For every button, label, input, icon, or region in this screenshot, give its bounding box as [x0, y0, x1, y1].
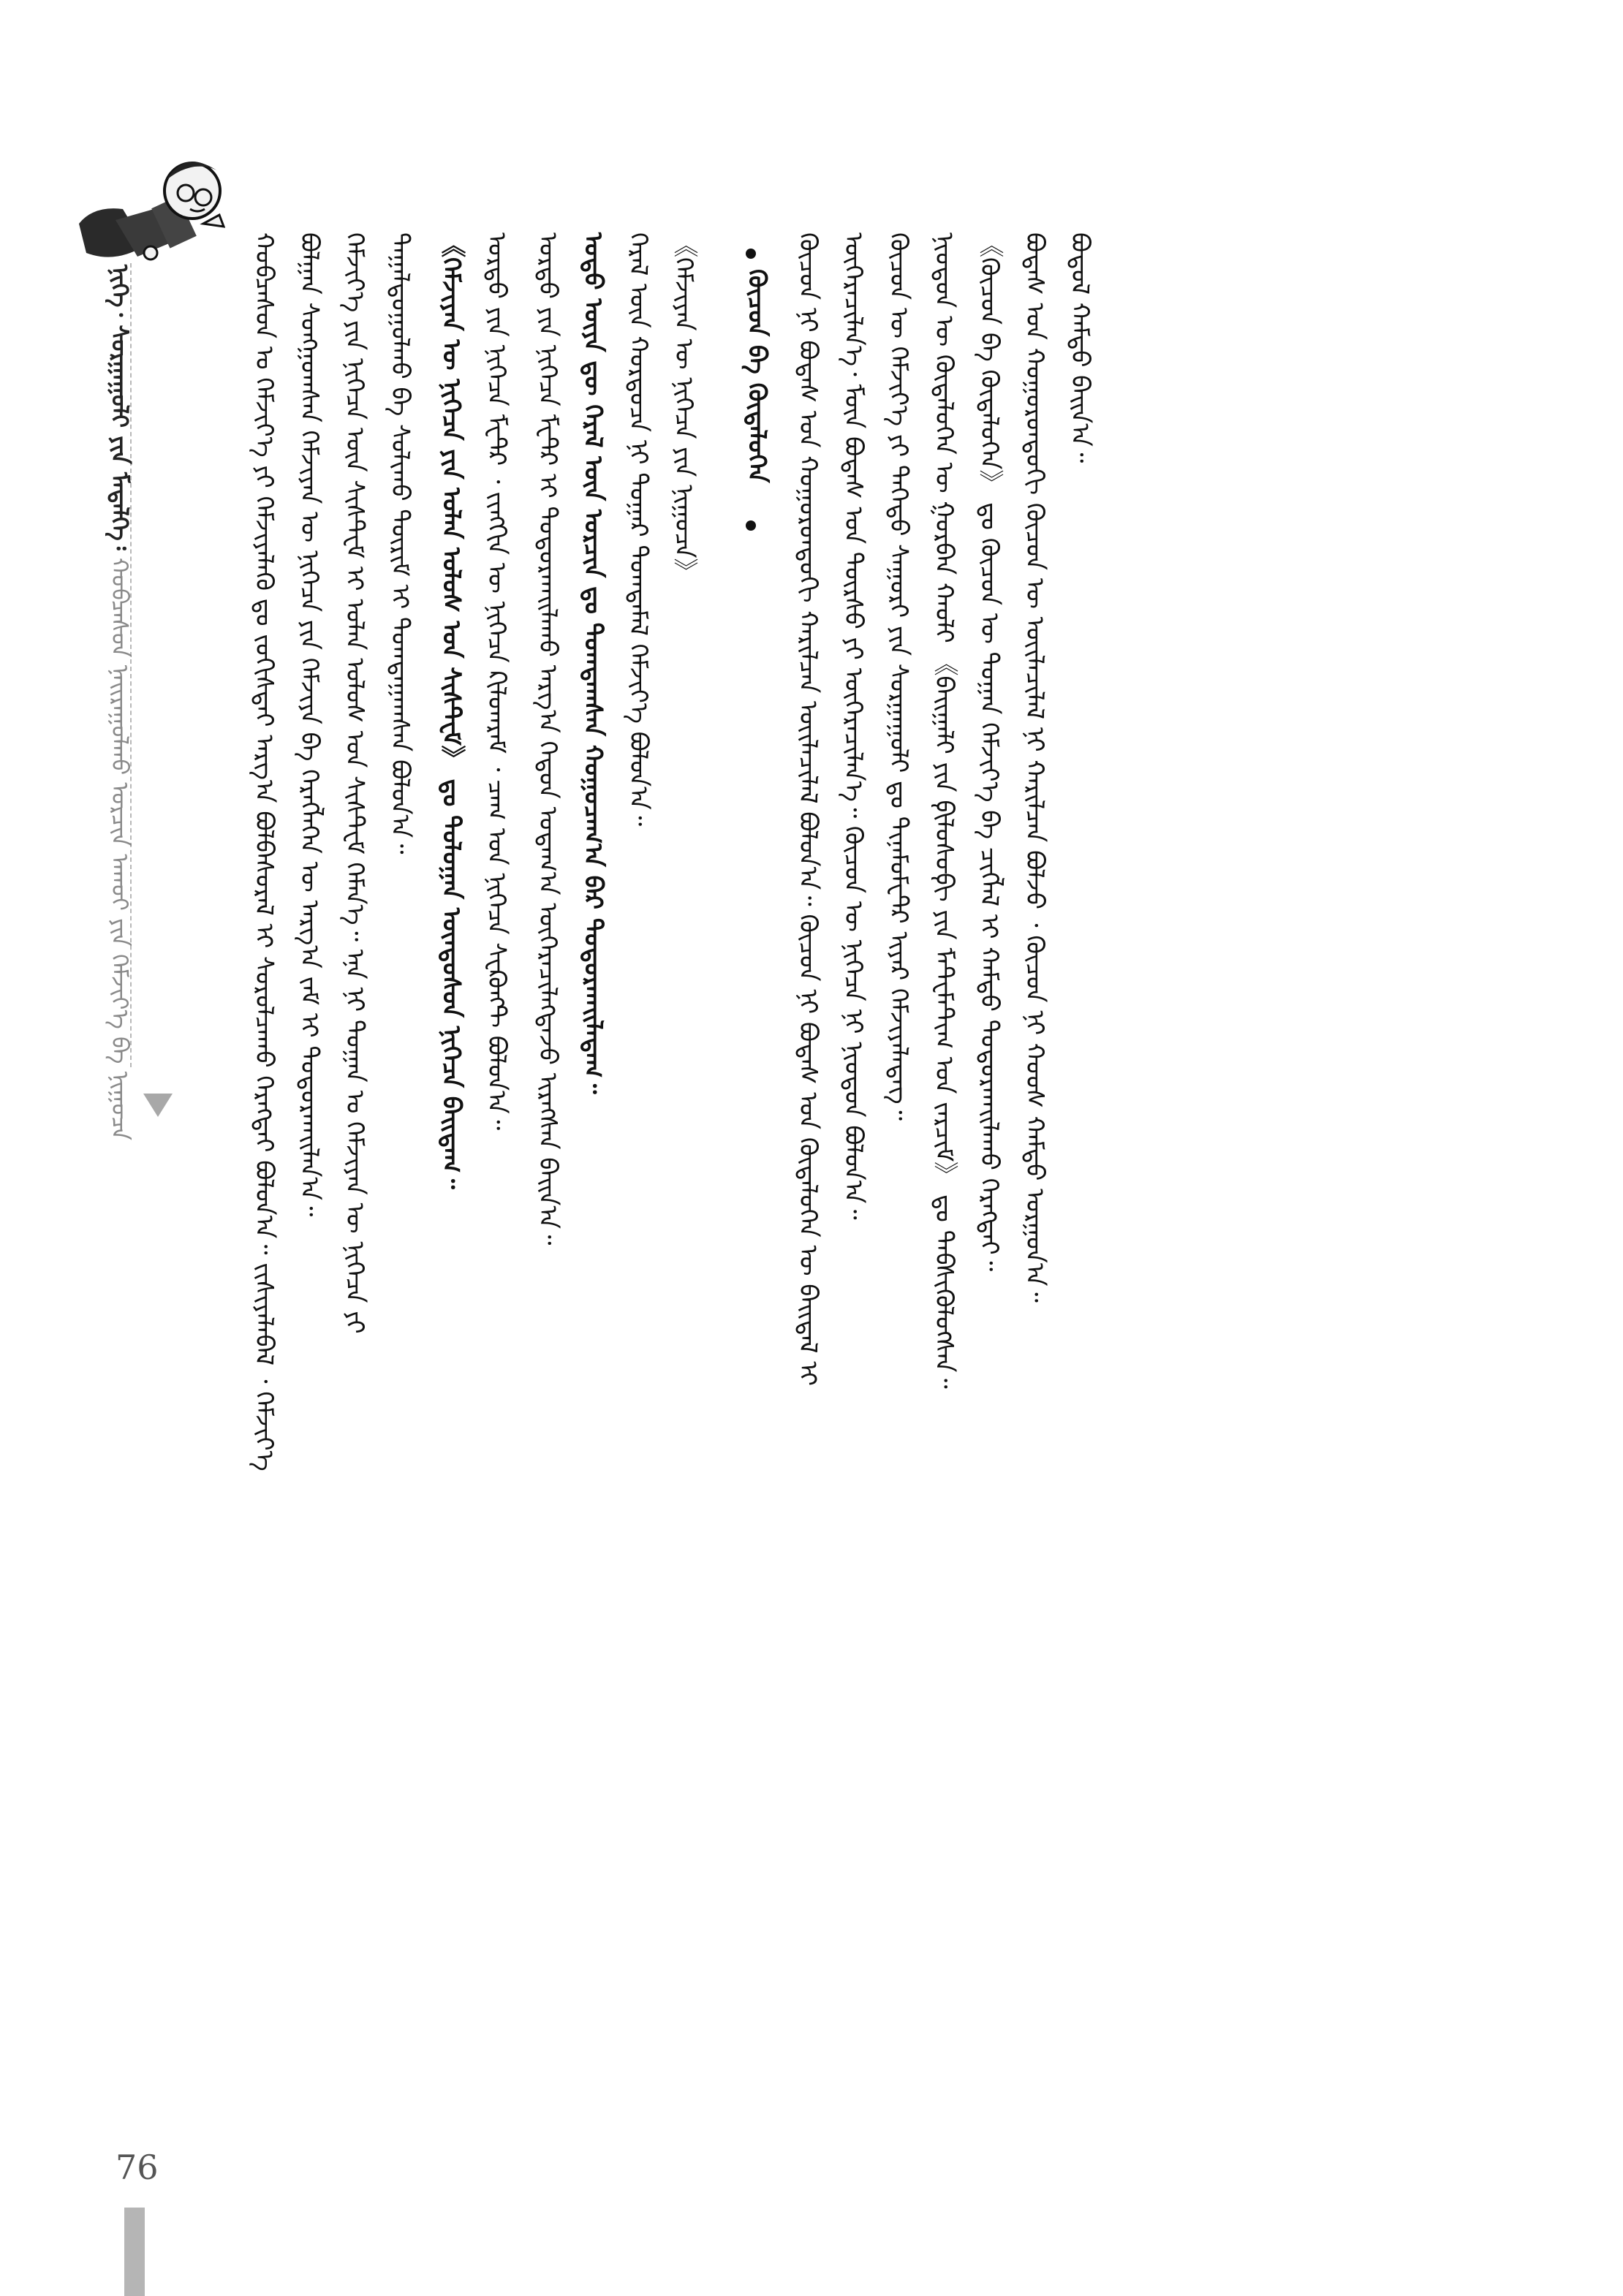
text-line: ᠪᠣᠳᠠᠰ ᠤᠨ ᠬᠣᠭᠣᠷᠣᠨᠳᠤᠬᠢ ᠬᠦᠴᠦᠨ ᠦ ᠦᠢᠯᠡᠴᠢᠯᠡᠯ ᠨᠢ ᠬᠠᠷᠢᠯᠴᠠᠨ ᠪᠣᠯᠵᠤ ᠂ ᠬᠦᠴᠦᠨ ᠨᠢ ᠬᠣᠣᠰ ᠬᠠᠮᠲᠤ ᠤᠷᠭᠤᠨ᠎ᠠ᠃	[1020, 232, 1049, 1303]
text-line: ᠪᠣᠳᠣᠯ ᠬᠠᠮᠲᠤ ᠪᠠᠢᠨ᠎ᠠ᠃	[1065, 232, 1094, 463]
text-line: ᠬᠤᠪᠴᠠᠰᠤᠨ ᠤ ᠬᠡᠮᠵᠢᠶ᠎ᠡ ᠶᠢ ᠬᠡᠮᠵᠢᠶᠡᠯᠡᠬᠦ ᠳᠤ ᠵᠣᠬᠢᠰᠲᠠᠢ ᠠᠷᠭ᠎ᠠ ᠪᠣᠯᠪᠠᠰᠤᠷᠠᠯ ᠢ ᠰᠤᠷᠤᠯᠴᠠᠬᠤ ᠬᠡᠷᠡᠭᠲᠡᠢ ᠪᠣᠯᠤᠨ᠎ᠠ᠃ ᠵᠢᠱᠢᠶᠡᠯᠡᠪᠡᠯ ᠂ ᠬᠡᠮᠵᠢᠶ᠎ᠡ	[249, 232, 279, 1471]
header-subtitle: ᠬᠤᠪᠴᠠᠰᠤᠨ ᠨᠠᠢᠷᠠᠭᠤᠯᠬᠤ ᠣᠷᠴᠢᠨ ᠠᠬᠤᠢ ᠶᠢᠨ ᠬᠡᠮᠵᠢᠶ᠎ᠡ ᠪᠠ ᠨᠢᠭᠤᠴᠠ	[106, 557, 134, 1141]
mascot-boy-illustration	[64, 136, 225, 275]
text-line: ᠤᠷᠲᠤ ᠶᠢᠨ ᠨᠢᠭᠡᠴᠡ ᠮᠧᠲᠷ ᠢ ᠲᠣᠳᠣᠷᠬᠠᠢᠯᠠᠬᠤ ᠠᠷᠭ᠎ᠠ ᠬᠡᠳᠦᠨ ᠤᠳᠠᠭ᠎ᠠ ᠦᠭᠡᠷᠡᠴᠢᠯᠡᠭᠳᠡᠵᠦ ᠢᠷᠡᠭᠰᠡᠨ ᠪᠠᠢᠨ᠎ᠠ᠃	[533, 232, 562, 1246]
text-line: ᠳᠠᠭᠠᠯᠳᠤᠭᠤᠯᠬᠤ ᠪᠠ ᠰᠣᠯᠢᠬᠤ ᠳᠦᠷᠢᠮ ᠢ ᠲᠣᠭᠲᠠᠭᠠᠭᠰᠠᠨ ᠪᠣᠯᠤᠨ᠎ᠠ᠃	[385, 232, 415, 855]
page-number: 76	[116, 2148, 159, 2187]
text-line: ᠭᠡᠷᠡᠯ ᠦᠨ ᠬᠤᠷᠳᠤᠴᠠ ᠨᠢ ᠲᠤᠭᠠᠷ ᠲᠣᠭᠲᠠᠮᠠᠯ ᠬᠡᠮᠵᠢᠶ᠎ᠡ ᠪᠣᠯᠤᠨ᠎ᠠ᠃	[624, 232, 653, 827]
text-line: ᠬᠦᠴᠦᠨ ᠨᠢ ᠪᠣᠳᠠᠰ ᠤᠨ ᠬᠣᠭᠣᠷᠣᠨᠳᠤᠬᠢ ᠬᠠᠷᠢᠯᠴᠠᠨ ᠦᠢᠯᠡᠴᠢᠯᠡᠯ ᠪᠣᠯᠤᠨ᠎ᠠ᠃ ᠬᠦᠴᠦᠨ ᠨᠢ ᠪᠣᠳᠠᠰ ᠤᠨ ᠬᠦᠳᠡᠯᠦᠭᠡᠨ ᠦ ᠪᠠᠢᠳᠠᠯ ᠢ	[793, 232, 822, 1387]
text-line: ᠪᠣᠯᠭᠠᠨ ᠰᠣᠩᠭᠣᠭᠰᠠᠨ ᠬᠡᠮᠵᠢᠶᠡᠨ ᠦ ᠨᠢᠭᠡᠴᠡ ᠶᠢᠨ ᠬᠡᠮᠵᠢᠶᠡ ᠪᠠ ᠬᠡᠷᠡᠭᠯᠡᠭᠡᠨ ᠦ ᠠᠷᠭ᠎ᠠ ᠵᠠᠮ ᠢ ᠲᠣᠳᠣᠷᠬᠠᠢᠯᠠᠨ᠎ᠠ᠃	[295, 232, 324, 1217]
bullet-icon	[746, 249, 756, 259]
section-heading: ᠬᠦᠴᠦᠨ ᠪᠠ ᠬᠦᠳᠡᠯᠦᠭᠡᠨ	[742, 269, 771, 483]
text-line: ᠬᠡᠮᠵᠢᠶ᠎ᠡ ᠶᠢᠨ ᠨᠢᠭᠡᠴᠡ ᠦᠨ ᠰᠢᠰᠲᠧᠮ ᠢ ᠣᠯᠠᠨ ᠤᠯᠤᠰ ᠤᠨ ᠰᠢᠰᠲᠧᠮ ᠬᠡᠮᠡᠨ᠎ᠡ᠃ ᠡᠨᠡ ᠨᠢ ᠲᠣᠭᠠᠨ ᠤ ᠬᠡᠮᠵᠢᠶᠡᠨ ᠦ ᠨᠢᠭᠡᠴᠡ ᠶᠢ	[340, 232, 369, 1334]
header-title: ᠨᠢᠭᠡ᠂ ᠰᠤᠷᠭᠠᠭᠤᠯᠢ ᠶᠢᠨ ᠮᠡᠳᠡᠯᠭᠡ᠄	[106, 265, 134, 550]
bullet-icon	[746, 520, 756, 531]
text-line: 《ᠬᠡᠮᠵᠢᠶᠡᠨ ᠦ ᠨᠢᠭᠡᠴᠡ ᠶᠢᠨ ᠣᠯᠠᠨ ᠤᠯᠤᠰ ᠤᠨ ᠰᠢᠰᠲᠧᠮ》 ᠳᠤ ᠳᠣᠯᠤᠭᠠᠨ ᠦᠨᠳᠦᠰᠦᠨ ᠨᠢᠭᠡᠴᠡ ᠪᠠᠢᠳᠠᠭ᠃	[436, 232, 466, 1189]
body-text	[234, 232, 1418, 2075]
text-line: ᠤᠷᠲᠤ ᠶᠢᠨ ᠨᠢᠭᠡᠴᠡ ᠮᠧᠲᠷ ᠂ ᠵᠢᠩᠭᠢᠨ ᠦ ᠨᠢᠭᠡᠴᠡ ᠺᠢᠯᠣᠭᠷᠠᠮ ᠂ ᠴᠠᠭ ᠤᠨ ᠨᠢᠭᠡᠴᠡ ᠰᠧᠺᠦᠩᠲ ᠪᠣᠯᠤᠨ᠎ᠠ᠃	[482, 232, 511, 1131]
text-line: 《ᠬᠦᠴᠦᠨ ᠪᠠ ᠬᠦᠳᠡᠯᠦᠭᠡᠨ》 ᠳᠤ ᠬᠦᠴᠦᠨ ᠦ ᠲᠣᠭᠠᠨ ᠬᠡᠮᠵᠢᠶ᠎ᠡ ᠪᠠ ᠴᠢᠭᠯᠡᠯ ᠢ ᠬᠠᠮᠲᠤ ᠲᠣᠳᠣᠷᠬᠠᠢᠯᠠᠬᠤ ᠬᠡᠷᠡᠭᠲᠡᠢ᠃	[975, 232, 1004, 1272]
text-line: ᠥᠭᠡᠷᠡᠴᠢᠯᠡᠨ᠎ᠡ᠂ ᠮᠥᠨ ᠪᠣᠳᠠᠰ ᠤᠨ ᠳᠦᠷᠰᠦ ᠶᠢ ᠥᠭᠡᠷᠡᠴᠢᠯᠡᠨ᠎ᠡ᠃ ᠬᠦᠴᠦᠨ ᠦ ᠨᠢᠭᠡᠴᠡ ᠨᠢ ᠨᠢᠦᠲᠣᠨ ᠪᠣᠯᠤᠨ᠎ᠠ᠃	[839, 232, 868, 1220]
header-triangle-icon	[143, 1094, 173, 1117]
text-line: ᠬᠦᠴᠦᠨ ᠦ ᠬᠡᠮᠵᠢᠶ᠎ᠡ ᠶᠢ ᠳᠡᠭᠡᠳᠦ ᠰᠠᠭᠤᠷᠢ ᠶᠢᠨ ᠰᠤᠷᠭᠠᠭᠤᠯᠢ ᠳᠤ ᠳᠢᠨᠠᠮᠣᠮᠧᠲᠷ ᠢᠶᠡᠷ ᠬᠡᠮᠵᠢᠶᠡᠯᠡᠳᠡᠭ᠃	[884, 232, 913, 1121]
text-line: 《ᠬᠡᠮᠵᠢᠶᠡᠨ ᠦ ᠨᠢᠭᠡᠴᠡ ᠶᠢᠨ ᠨᠢᠭᠤᠴᠠ》	[669, 232, 698, 583]
page-tab-marker	[124, 2208, 145, 2296]
running-header	[108, 265, 132, 1140]
text-line: ᠨᠢᠦᠲᠣᠨ ᠦ ᠬᠦᠳᠡᠯᠦᠭᠡᠨ ᠦ ᠭᠤᠷᠪᠠᠨ ᠬᠠᠤᠯᠢ 《ᠪᠠᠢᠭᠠᠯᠢ ᠶᠢᠨ ᠹᠢᠯᠣᠰᠣᠹᠢ ᠶᠢᠨ ᠮᠠᠲ᠋ᠧᠮᠠᠲ᠋ᠢᠭ ᠤᠨ ᠵᠠᠷᠴᠢᠮ》 ᠳᠤ ᠳᠡᠪᠰᠢᠭᠦᠯᠦᠭᠰᠡᠨ᠃	[929, 232, 958, 1389]
text-line: ᠣᠳᠣ ᠦᠶᠡ ᠳᠦ ᠭᠡᠷᠡᠯ ᠦᠨ ᠣᠷᠴᠢᠨ ᠳᠤ ᠲᠣᠭᠲᠠᠭᠰᠠᠨ ᠬᠤᠭᠤᠴᠠᠭ᠎ᠠ ᠪᠠᠷ ᠲᠣᠳᠣᠷᠬᠠᠢᠯᠠᠳᠠᠭ᠃	[578, 232, 608, 1094]
